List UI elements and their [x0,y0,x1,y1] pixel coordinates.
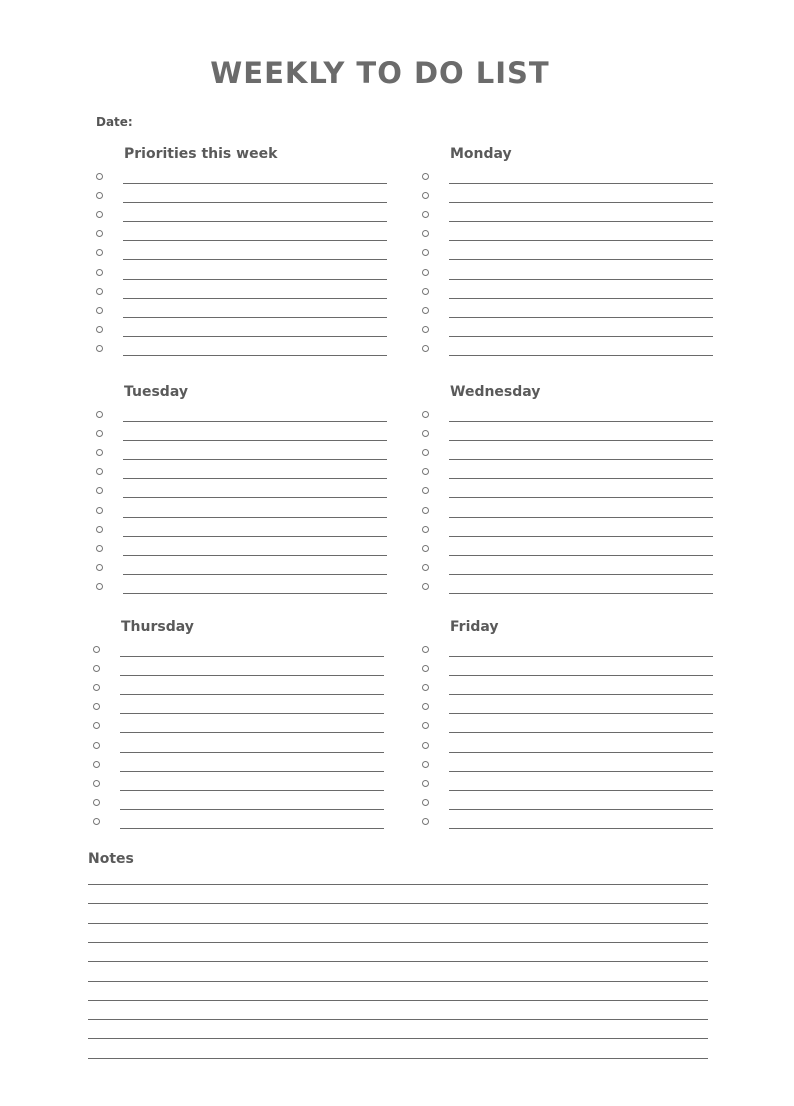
checklist-item[interactable] [96,406,388,425]
circle-checkbox-icon[interactable] [422,430,429,437]
checklist-item[interactable] [422,794,714,813]
checklist-item[interactable] [422,578,714,597]
section-title: Monday [450,146,512,162]
checklist-item[interactable] [96,244,388,263]
circle-checkbox-icon[interactable] [96,269,103,276]
write-in-line[interactable] [123,555,387,556]
circle-checkbox-icon[interactable] [422,507,429,514]
circle-checkbox-icon[interactable] [96,192,103,199]
write-in-line[interactable] [449,593,713,594]
circle-checkbox-icon[interactable] [96,411,103,418]
checklist-item[interactable] [96,340,388,359]
checklist-item[interactable] [93,660,385,679]
circle-checkbox-icon[interactable] [422,173,429,180]
notes-line[interactable] [88,1019,708,1020]
page-title: WEEKLY TO DO LIST [210,56,550,90]
checklist-item[interactable] [422,168,714,187]
checklist-item[interactable] [422,679,714,698]
write-in-line[interactable] [123,421,387,422]
write-in-line[interactable] [123,202,387,203]
checklist-item[interactable] [422,660,714,679]
checklist-item[interactable] [96,425,388,444]
write-in-line[interactable] [120,771,384,772]
checklist-item[interactable] [96,187,388,206]
checklist-item[interactable] [96,502,388,521]
write-in-line[interactable] [123,336,387,337]
checklist-item[interactable] [422,187,714,206]
circle-checkbox-icon[interactable] [422,742,429,749]
circle-checkbox-icon[interactable] [422,449,429,456]
circle-checkbox-icon[interactable] [96,545,103,552]
circle-checkbox-icon[interactable] [422,345,429,352]
write-in-line[interactable] [123,298,387,299]
checklist-item[interactable] [96,482,388,501]
circle-checkbox-icon[interactable] [96,173,103,180]
circle-checkbox-icon[interactable] [422,487,429,494]
checklist-item[interactable] [96,225,388,244]
write-in-line[interactable] [123,279,387,280]
notes-line[interactable] [88,981,708,982]
checklist-item[interactable] [96,559,388,578]
circle-checkbox-icon[interactable] [93,761,100,768]
circle-checkbox-icon[interactable] [93,799,100,806]
circle-checkbox-icon[interactable] [422,192,429,199]
write-in-line[interactable] [449,790,713,791]
circle-checkbox-icon[interactable] [93,684,100,691]
checklist-item[interactable] [422,225,714,244]
write-in-line[interactable] [123,317,387,318]
notes-line[interactable] [88,903,708,904]
section-title: Tuesday [124,384,188,400]
checklist-item[interactable] [93,679,385,698]
checklist-item[interactable] [93,775,385,794]
checklist-item[interactable] [422,559,714,578]
write-in-line[interactable] [123,574,387,575]
checklist-item[interactable] [422,406,714,425]
circle-checkbox-icon[interactable] [93,703,100,710]
circle-checkbox-icon[interactable] [422,780,429,787]
circle-checkbox-icon[interactable] [422,665,429,672]
checklist-item[interactable] [96,578,388,597]
circle-checkbox-icon[interactable] [93,742,100,749]
write-in-line[interactable] [449,240,713,241]
write-in-line[interactable] [449,732,713,733]
checklist-item[interactable] [93,813,385,832]
checklist-item[interactable] [96,321,388,340]
checklist-item[interactable] [422,206,714,225]
checklist-item[interactable] [422,425,714,444]
circle-checkbox-icon[interactable] [422,307,429,314]
checklist-item[interactable] [96,206,388,225]
circle-checkbox-icon[interactable] [422,269,429,276]
write-in-line[interactable] [120,713,384,714]
checklist-item[interactable] [422,521,714,540]
checklist-item[interactable] [422,302,714,321]
circle-checkbox-icon[interactable] [96,326,103,333]
write-in-line[interactable] [449,259,713,260]
checklist-item[interactable] [422,698,714,717]
circle-checkbox-icon[interactable] [422,526,429,533]
write-in-line[interactable] [120,752,384,753]
circle-checkbox-icon[interactable] [96,249,103,256]
checklist-item[interactable] [422,737,714,756]
write-in-line[interactable] [120,656,384,657]
write-in-line[interactable] [120,675,384,676]
write-in-line[interactable] [449,202,713,203]
write-in-line[interactable] [123,221,387,222]
section-title: Friday [450,619,499,635]
circle-checkbox-icon[interactable] [422,703,429,710]
notes-line[interactable] [88,1038,708,1039]
write-in-line[interactable] [123,497,387,498]
circle-checkbox-icon[interactable] [422,249,429,256]
write-in-line[interactable] [449,497,713,498]
checklist-item[interactable] [422,502,714,521]
write-in-line[interactable] [449,752,713,753]
checklist-item[interactable] [96,444,388,463]
circle-checkbox-icon[interactable] [422,411,429,418]
circle-checkbox-icon[interactable] [93,665,100,672]
circle-checkbox-icon[interactable] [96,583,103,590]
circle-checkbox-icon[interactable] [422,646,429,653]
write-in-line[interactable] [449,694,713,695]
circle-checkbox-icon[interactable] [422,326,429,333]
write-in-line[interactable] [449,478,713,479]
circle-checkbox-icon[interactable] [96,449,103,456]
circle-checkbox-icon[interactable] [93,780,100,787]
checklist-item[interactable] [422,244,714,263]
notes-line[interactable] [88,884,708,885]
checklist-item[interactable] [422,463,714,482]
circle-checkbox-icon[interactable] [422,684,429,691]
notes-line[interactable] [88,1000,708,1001]
checklist-item[interactable] [96,463,388,482]
checklist-item[interactable] [422,717,714,736]
notes-line[interactable] [88,942,708,943]
write-in-line[interactable] [120,732,384,733]
checklist-item[interactable] [422,540,714,559]
circle-checkbox-icon[interactable] [422,211,429,218]
checklist-item[interactable] [96,283,388,302]
checklist-item[interactable] [96,540,388,559]
write-in-line[interactable] [449,459,713,460]
write-in-line[interactable] [449,336,713,337]
write-in-line[interactable] [449,809,713,810]
write-in-line[interactable] [123,183,387,184]
checklist-item[interactable] [96,302,388,321]
checklist-item[interactable] [422,340,714,359]
write-in-line[interactable] [123,440,387,441]
circle-checkbox-icon[interactable] [96,526,103,533]
circle-checkbox-icon[interactable] [96,307,103,314]
checklist-item[interactable] [422,756,714,775]
write-in-line[interactable] [123,478,387,479]
circle-checkbox-icon[interactable] [93,646,100,653]
checklist-item[interactable] [422,482,714,501]
checklist-item[interactable] [93,756,385,775]
write-in-line[interactable] [123,536,387,537]
write-in-line[interactable] [449,675,713,676]
circle-checkbox-icon[interactable] [422,545,429,552]
checklist-item[interactable] [93,698,385,717]
checklist-item[interactable] [93,794,385,813]
write-in-line[interactable] [449,440,713,441]
circle-checkbox-icon[interactable] [422,722,429,729]
circle-checkbox-icon[interactable] [96,487,103,494]
notes-title: Notes [88,851,134,867]
write-in-line[interactable] [449,574,713,575]
circle-checkbox-icon[interactable] [422,230,429,237]
write-in-line[interactable] [449,317,713,318]
write-in-line[interactable] [123,259,387,260]
circle-checkbox-icon[interactable] [422,818,429,825]
notes-line[interactable] [88,961,708,962]
write-in-line[interactable] [123,459,387,460]
circle-checkbox-icon[interactable] [96,288,103,295]
circle-checkbox-icon[interactable] [96,230,103,237]
circle-checkbox-icon[interactable] [93,818,100,825]
write-in-line[interactable] [449,555,713,556]
write-in-line[interactable] [123,593,387,594]
write-in-line[interactable] [449,183,713,184]
date-label: Date: [96,115,133,129]
checklist-item[interactable] [96,264,388,283]
checklist-item[interactable] [422,775,714,794]
write-in-line[interactable] [449,713,713,714]
write-in-line[interactable] [120,694,384,695]
write-in-line[interactable] [449,517,713,518]
circle-checkbox-icon[interactable] [422,468,429,475]
write-in-line[interactable] [449,355,713,356]
circle-checkbox-icon[interactable] [96,564,103,571]
write-in-line[interactable] [449,771,713,772]
circle-checkbox-icon[interactable] [93,722,100,729]
section-title: Wednesday [450,384,541,400]
section-title: Thursday [121,619,194,635]
write-in-line[interactable] [449,221,713,222]
circle-checkbox-icon[interactable] [422,799,429,806]
checklist-item[interactable] [422,264,714,283]
circle-checkbox-icon[interactable] [96,507,103,514]
checklist-item[interactable] [422,444,714,463]
write-in-line[interactable] [449,828,713,829]
circle-checkbox-icon[interactable] [422,761,429,768]
write-in-line[interactable] [449,298,713,299]
write-in-line[interactable] [120,809,384,810]
write-in-line[interactable] [120,828,384,829]
checklist-item[interactable] [93,717,385,736]
checklist-item[interactable] [422,283,714,302]
notes-line[interactable] [88,1058,708,1059]
circle-checkbox-icon[interactable] [96,430,103,437]
checklist-item[interactable] [422,813,714,832]
circle-checkbox-icon[interactable] [96,211,103,218]
checklist-item[interactable] [96,168,388,187]
write-in-line[interactable] [449,421,713,422]
write-in-line[interactable] [449,536,713,537]
checklist-item[interactable] [422,321,714,340]
write-in-line[interactable] [120,790,384,791]
write-in-line[interactable] [123,355,387,356]
circle-checkbox-icon[interactable] [96,345,103,352]
circle-checkbox-icon[interactable] [422,288,429,295]
notes-line[interactable] [88,923,708,924]
write-in-line[interactable] [123,517,387,518]
write-in-line[interactable] [123,240,387,241]
section-title: Priorities this week [124,146,278,162]
circle-checkbox-icon[interactable] [96,468,103,475]
checklist-item[interactable] [93,737,385,756]
write-in-line[interactable] [449,279,713,280]
checklist-item[interactable] [422,641,714,660]
checklist-item[interactable] [96,521,388,540]
circle-checkbox-icon[interactable] [422,564,429,571]
checklist-item[interactable] [93,641,385,660]
circle-checkbox-icon[interactable] [422,583,429,590]
write-in-line[interactable] [449,656,713,657]
